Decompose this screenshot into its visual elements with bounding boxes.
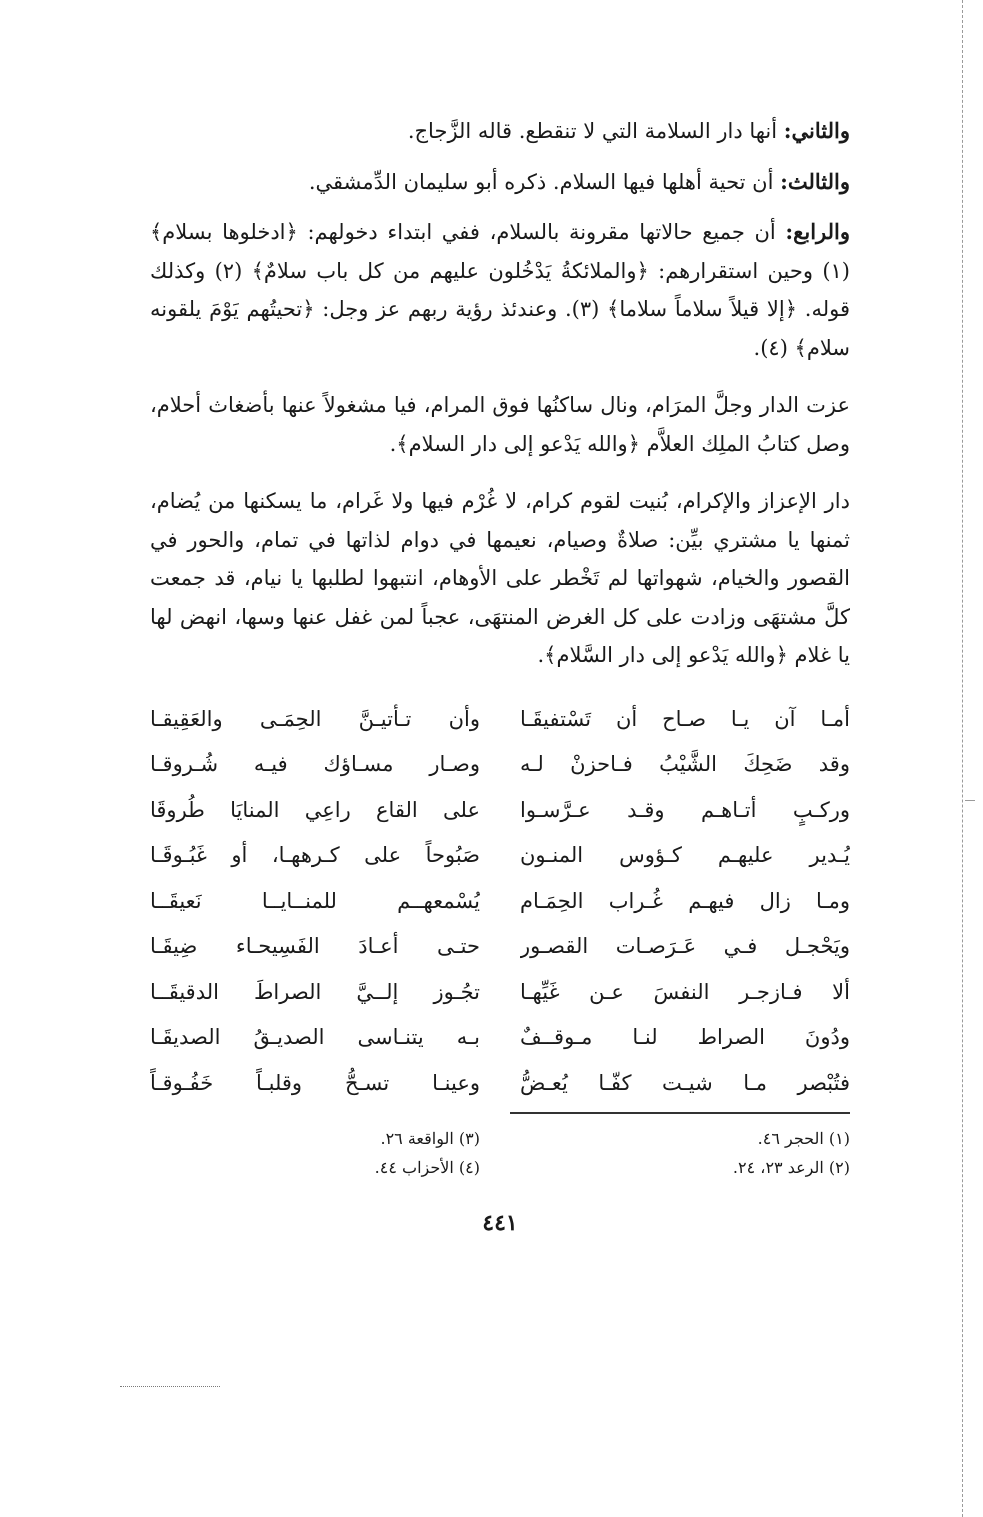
verse-first-hemistich: أمـا آن يـا صـاح أن تَسْتفيقَـا bbox=[520, 706, 850, 731]
poem-verse bbox=[150, 879, 850, 925]
book-page bbox=[150, 112, 850, 1236]
verse-first-hemistich: وقد ضَحِكَ الشَّيْبُ فـاحزنْ لـه bbox=[520, 752, 850, 776]
poem-verse bbox=[150, 1015, 850, 1061]
paragraph-text: أنها دار السلامة التي لا تنقطع. قاله الزَّجاج. bbox=[407, 119, 784, 143]
scan-margin-line bbox=[962, 0, 963, 1517]
scan-artifact bbox=[120, 1386, 220, 1387]
scan-margin-tick bbox=[965, 800, 975, 801]
paragraph-text: أن جميع حالاتها مقرونة بالسلام، ففي ابتداء دخولهم: ﴿ادخلوها بسلام﴾ (١) وحين استقرارهم: ﴿والملائكةُ يَدْخُلون عليهم من كل باب سلامٌ﴾ (٢) وكذلك قوله. ﴿إلا قيلاً سلاماً سلاما﴾ (٣). وعندئذ رؤية ربهم عز وجل: ﴿تحيتُهم يَوْمَ يلقونه سلام﴾ (٤). bbox=[150, 220, 850, 360]
footnote-item: (٣) الواقعة ٢٦. bbox=[380, 1129, 480, 1148]
footnote-item: (١) الحجر ٤٦. bbox=[757, 1129, 850, 1148]
footnote-column-left bbox=[150, 1124, 480, 1182]
footnotes bbox=[150, 1124, 850, 1182]
paragraph-text: دار الإعزاز والإكرام، بُنيت لقوم كرام، لا غُرْم فيها ولا غَرام، ما يسكنها من يُضام، ثمنها يا مشتري بيِّن: صلاةٌ وصيام، نعيمها في دوام لذاتها في تمام، والحور في القصور والخيام، شهواتها لم تَخْطر على الأوهام، انتبهوا لطلبها يا نيام، قد جمعت كلَّ مشتهَى وزادت على كل الغرض المنتهَى، عجباً لمن غفل عنها وسها، انهض لها يا غلام ﴿والله يَدْعو إلى دار السَّلام﴾. bbox=[150, 489, 850, 667]
poem-verse bbox=[150, 788, 850, 834]
poem-verse bbox=[150, 924, 850, 970]
poem-verse bbox=[150, 833, 850, 879]
verse-second-hemistich: وأن تـأتيـنَّ الحِمَـى والعَقِيقـا bbox=[150, 706, 480, 731]
poem bbox=[150, 697, 850, 1107]
verse-first-hemistich: ويَحْجـل فـي عَـرَصـات القصـور bbox=[520, 934, 850, 958]
verse-second-hemistich: وعينـا تسـحُّ وقلبـاً خَفُـوقـاً bbox=[150, 1070, 480, 1095]
verse-first-hemistich: ومـا زال فيهـم غُـراب الحِمَـام bbox=[520, 888, 850, 913]
poem-verse bbox=[150, 742, 850, 788]
paragraph-house-honor bbox=[150, 482, 850, 675]
paragraph-second-reason bbox=[150, 112, 850, 151]
verse-second-hemistich: حتـى أعـادَ الفَسِيحـاء ضِيقَـا bbox=[150, 934, 480, 958]
footnote-divider bbox=[510, 1112, 850, 1114]
verse-first-hemistich: فتُبْصر مـا شيـت كفّـا يُعـضُّ bbox=[520, 1070, 850, 1095]
verse-first-hemistich: ألا فـازجـر النفسَ عـن غَيِّهـا bbox=[520, 979, 850, 1004]
paragraph-house-glory bbox=[150, 386, 850, 463]
paragraph-lead: والثالث: bbox=[780, 168, 850, 194]
paragraph-third-reason bbox=[150, 163, 850, 202]
verse-second-hemistich: بـه يتنـاسى الصديـقُ الصديقَـا bbox=[150, 1025, 480, 1049]
page-number: ٤٤١ bbox=[482, 1210, 518, 1236]
verse-second-hemistich: تجُـوز إلــيَّ الصراطَ الدقيقَــا bbox=[150, 979, 480, 1004]
verse-second-hemistich: صَبُوحاً على كـرههـا، أو غَبُـوقَـا bbox=[150, 843, 480, 867]
footnote-item: (٢) الرعد ٢٣، ٢٤. bbox=[732, 1158, 850, 1177]
paragraph-lead: والثاني: bbox=[783, 118, 850, 143]
poem-verse bbox=[150, 1061, 850, 1107]
verse-second-hemistich: على القاع راعِي المنايَا طُروقَا bbox=[150, 797, 480, 822]
paragraph-lead: والرابع: bbox=[785, 219, 850, 244]
poem-verse bbox=[150, 697, 850, 743]
verse-first-hemistich: يُـدير عليهـم كـؤوس المنـون bbox=[520, 843, 850, 867]
paragraph-text: أن تحية أهلها فيها السلام. ذكره أبو سليمان الدِّمشقي. bbox=[308, 169, 781, 194]
paragraph-text: عزت الدار وجلَّ المرَام، ونال ساكنُها فوق المرام، فيا مشغولاً عنها بأضغاث أحلام، وصل كتابُ الملِك العلاَّم ﴿والله يَدْعو إلى دار السلام﴾. bbox=[150, 393, 850, 456]
verse-second-hemistich: وصـار مسـاؤك فيـه شُـروقـا bbox=[150, 752, 480, 776]
paragraph-fourth-reason bbox=[150, 213, 850, 367]
poem-verse bbox=[150, 970, 850, 1016]
verse-second-hemistich: يُسْمعهــم للمنــايــا نَعيقَــا bbox=[150, 888, 480, 913]
verse-first-hemistich: ودُونَ الصراط لنـا مـوقــفٌ bbox=[520, 1025, 850, 1049]
verse-first-hemistich: وركـبٍ أتـاهـم وقـد عـرَّسـوا bbox=[520, 797, 850, 822]
footnote-column-right bbox=[520, 1124, 850, 1182]
footnote-item: (٤) الأحزاب ٤٤. bbox=[374, 1158, 480, 1177]
